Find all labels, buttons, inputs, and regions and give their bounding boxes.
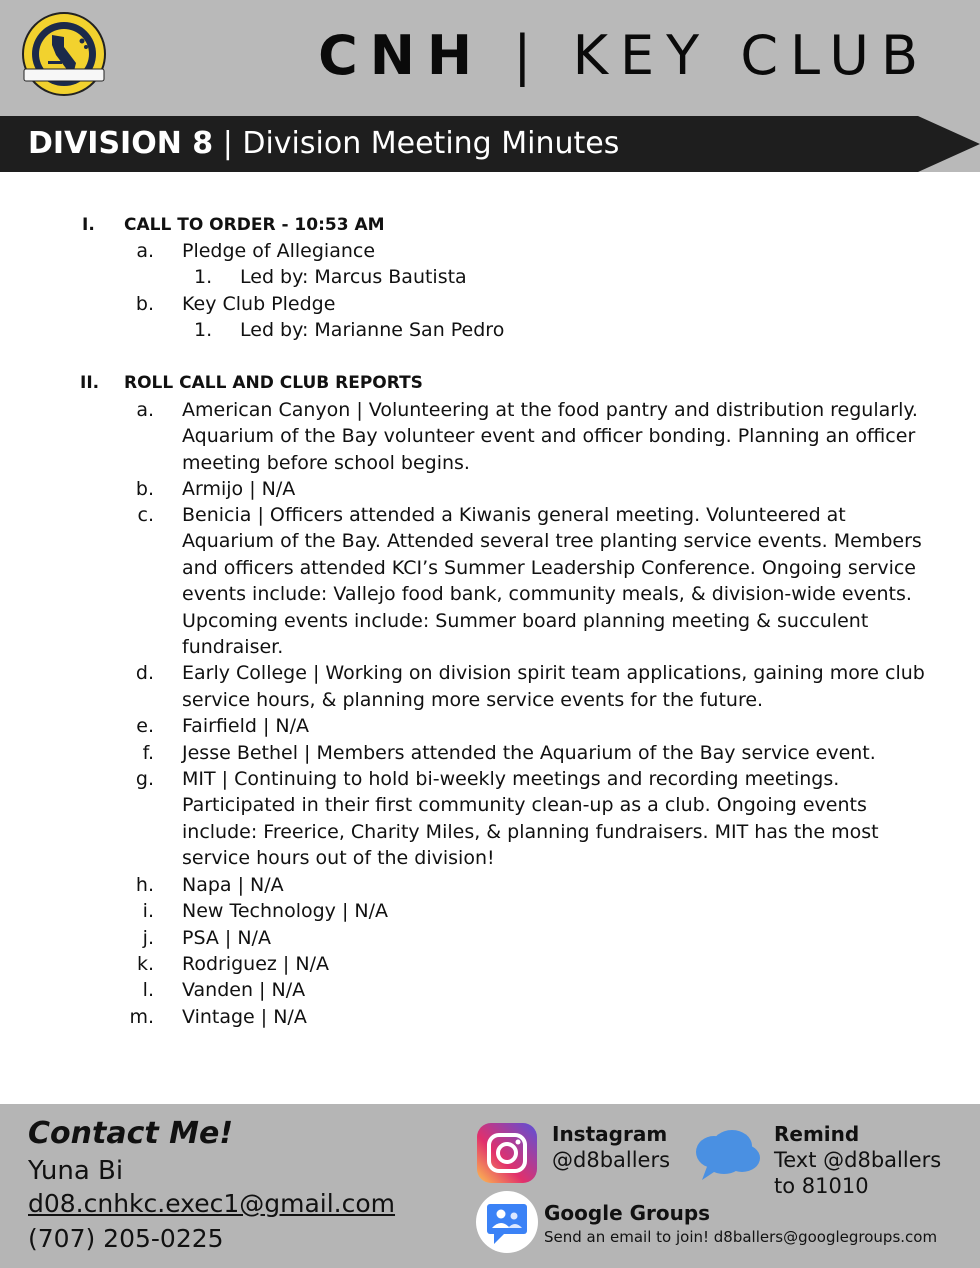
sub-item-text: Led by: Marianne San Pedro	[240, 319, 505, 341]
club-report-line: Rodriguez | N/A	[182, 953, 329, 975]
club-report-line: Aquarium of the Bay. Attended several tree planting service events. Members	[182, 530, 922, 552]
google-groups-instruction: Send an email to join! d8ballers@googlegroups.com	[544, 1228, 938, 1246]
google-groups-icon[interactable]	[472, 1190, 542, 1254]
key-club-logo	[18, 11, 110, 97]
instagram-handle: @d8ballers	[552, 1148, 671, 1172]
club-report-line: MIT | Continuing to hold bi-weekly meetings and recording meetings.	[182, 768, 840, 790]
division-label: DIVISION 8	[28, 126, 214, 161]
page-header	[0, 0, 980, 172]
list-item-letter: f.	[142, 742, 154, 764]
list-item-letter: l.	[142, 979, 154, 1001]
list-item-text: Key Club Pledge	[182, 293, 336, 315]
section-title: CALL TO ORDER - 10:53 AM	[124, 215, 385, 235]
club-report-line: fundraiser.	[182, 636, 284, 658]
section-numeral: I.	[82, 215, 95, 235]
brand-title	[318, 24, 930, 88]
google-groups-title: Google Groups	[544, 1201, 711, 1225]
brand-separator: |	[513, 24, 544, 87]
section-numeral: II.	[80, 373, 100, 393]
list-item-letter: g.	[135, 768, 154, 790]
list-item-letter: a.	[136, 399, 154, 421]
list-item-letter: j.	[142, 927, 154, 949]
club-report-line: meeting before school begins.	[182, 452, 470, 474]
remind-number: to 81010	[774, 1174, 869, 1198]
club-report-line: service hours, & planning more service events for the future.	[182, 689, 764, 711]
club-report-line: Aquarium of the Bay volunteer event and officer bonding. Planning an officer	[182, 425, 916, 447]
list-item-letter: k.	[136, 953, 154, 975]
club-report-line: Vanden | N/A	[182, 979, 306, 1001]
sub-item-number: 1.	[194, 319, 213, 341]
section-title: ROLL CALL AND CLUB REPORTS	[124, 373, 423, 393]
contact-email-link[interactable]: d08.cnhkc.exec1@gmail.com	[28, 1189, 396, 1218]
list-item-letter: a.	[136, 240, 154, 262]
banner-separator: |	[222, 126, 233, 161]
club-report-line: Jesse Bethel | Members attended the Aquarium of the Bay service event.	[182, 742, 876, 764]
title-banner	[0, 116, 980, 172]
contact-heading: Contact Me!	[28, 1116, 234, 1151]
club-report-line: service hours out of the division!	[182, 847, 495, 869]
club-report-line: Benicia | Officers attended a Kiwanis general meeting. Volunteered at	[182, 504, 846, 526]
club-report-line: American Canyon | Volunteering at the food pantry and distribution regularly.	[182, 399, 918, 421]
list-item-text: Pledge of Allegiance	[182, 240, 376, 262]
club-report-line: New Technology | N/A	[182, 900, 389, 922]
club-report-line: Napa | N/A	[182, 874, 284, 896]
document-title: Division Meeting Minutes	[242, 126, 620, 161]
remind-title: Remind	[774, 1122, 860, 1146]
brand-key-club: KEY CLUB	[572, 24, 930, 87]
brand-cnh: CNH	[318, 24, 485, 87]
club-report-line: Vintage | N/A	[182, 1006, 307, 1028]
contact-footer	[0, 1104, 980, 1268]
club-report-line: events include: Vallejo food bank, community meals, & division-wide events.	[182, 583, 912, 605]
instagram-icon[interactable]	[476, 1122, 538, 1184]
banner-text	[28, 124, 619, 164]
remind-instruction: Text @d8ballers	[774, 1148, 942, 1172]
club-report-line: Fairfield | N/A	[182, 715, 310, 737]
speech-bubble-icon	[694, 1128, 762, 1180]
sub-item-text: Led by: Marcus Bautista	[240, 266, 467, 288]
sub-item-number: 1.	[194, 266, 213, 288]
list-item-letter: b.	[135, 478, 154, 500]
club-report-line: PSA | N/A	[182, 927, 271, 949]
contact-name: Yuna Bi	[28, 1156, 124, 1186]
club-report-line: Early College | Working on division spirit team applications, gaining more club	[182, 662, 925, 684]
list-item-letter: e.	[136, 715, 154, 737]
club-report-line: Upcoming events include: Summer board planning meeting & succulent	[182, 610, 869, 632]
list-item-letter: h.	[135, 874, 154, 896]
list-item-letter: d.	[135, 662, 154, 684]
list-item-letter: c.	[137, 504, 154, 526]
contact-phone: (707) 205-0225	[28, 1224, 224, 1253]
list-item-letter: b.	[135, 293, 154, 315]
club-report-line: Participated in their first community clean-up as a club. Ongoing events	[182, 794, 867, 816]
club-report-line: Armijo | N/A	[182, 478, 296, 500]
list-item-letter: i.	[142, 900, 154, 922]
club-report-line: include: Freerice, Charity Miles, & planning fundraisers. MIT has the most	[182, 821, 879, 843]
list-item-letter: m.	[129, 1006, 154, 1028]
club-report-line: and officers attended KCI’s Summer Leadership Conference. Ongoing service	[182, 557, 916, 579]
instagram-title: Instagram	[552, 1122, 668, 1146]
